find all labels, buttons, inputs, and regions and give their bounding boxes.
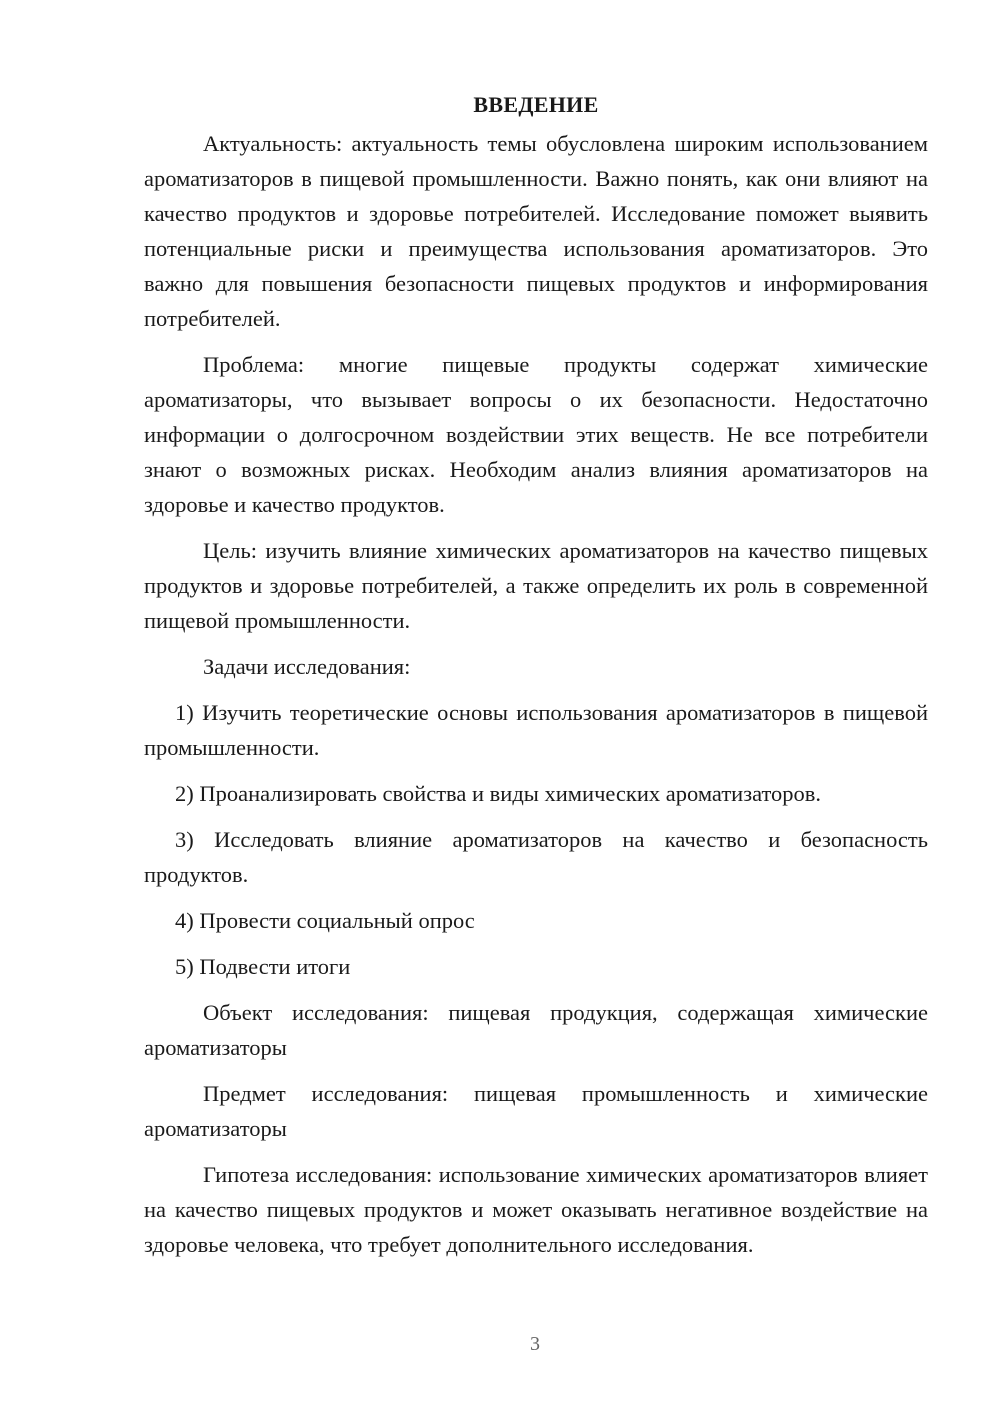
section-title: ВВЕДЕНИЕ [473, 92, 599, 117]
page-number: 3 [530, 1333, 540, 1355]
paragraph-subject: Предмет исследования: пищевая промышленность и химические ароматизаторы [144, 1081, 928, 1141]
paragraph-relevance: Актуальность: актуальность темы обусловлена широким использованием ароматизаторов в пищевой промышленности. Важно понять, как они влияют на качество продуктов и здоровье потребителей. Исследование поможет выявить потенциальные риски и преимущества использования ароматизаторов. Это важно для повышения безопасности пищевых продуктов и информирования потребителей. [144, 131, 928, 331]
task-item-2: 2) Проанализировать свойства и виды химических ароматизаторов. [175, 781, 822, 806]
task-item-1: 1) Изучить теоретические основы использования ароматизаторов в пищевой промышленности. [144, 700, 928, 760]
paragraph-goal: Цель: изучить влияние химических ароматизаторов на качество пищевых продуктов и здоровье потребителей, а также определить их роль в современной пищевой промышленности. [144, 538, 928, 633]
paragraph-tasks-heading: Задачи исследования: [203, 654, 411, 679]
paragraph-hypothesis: Гипотеза исследования: использование химических ароматизаторов влияет на качество пищевых продуктов и может оказывать негативное воздействие на здоровье человека, что требует дополнительного исследования. [144, 1162, 928, 1257]
document-page [144, 90, 928, 1273]
task-item-4: 4) Провести социальный опрос [175, 908, 475, 933]
paragraph-problem: Проблема: многие пищевые продукты содержат химические ароматизаторы, что вызывает вопросы о их безопасности. Недостаточно информации о долгосрочном воздействии этих веществ. Не все потребители знают о возможных рисках. Необходим анализ влияния ароматизаторов на здоровье и качество продуктов. [144, 352, 928, 517]
paragraph-object: Объект исследования: пищевая продукция, содержащая химические ароматизаторы [144, 1000, 928, 1060]
task-item-3: 3) Исследовать влияние ароматизаторов на качество и безопасность продуктов. [144, 827, 928, 887]
task-item-5: 5) Подвести итоги [175, 954, 351, 979]
